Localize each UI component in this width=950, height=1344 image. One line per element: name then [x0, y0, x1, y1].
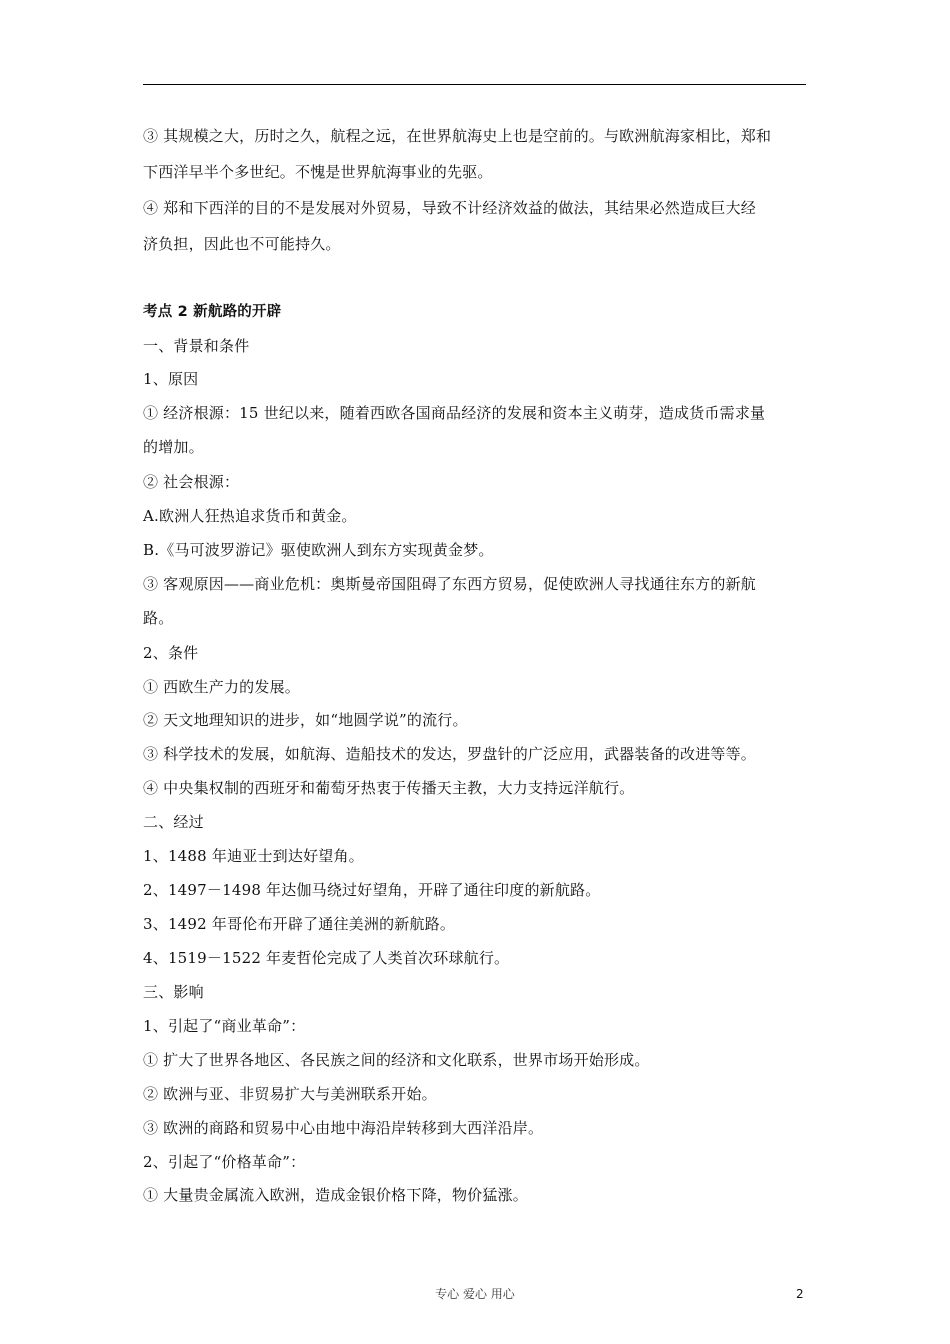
paragraph-line: ④ 中央集权制的西班牙和葡萄牙热衷于传播天主教，大力支持远洋航行。: [143, 779, 635, 797]
page-footer: 专心 爱心 用心: [435, 1287, 515, 1301]
paragraph-line: ① 经济根源：15 世纪以来，随着西欧各国商品经济的发展和资本主义萌芽，造成货币需求量: [143, 404, 766, 422]
paragraph-line: B.《马可波罗游记》驱使欧洲人到东方实现黄金梦。: [143, 541, 494, 559]
paragraph-line: 2、1497－1498 年达伽马绕过好望角，开辟了通往印度的新航路。: [143, 881, 601, 899]
paragraph-line: 济负担，因此也不可能持久。: [143, 235, 341, 253]
paragraph-line: 1、1488 年迪亚士到达好望角。: [143, 847, 364, 865]
subheading: 1、原因: [143, 370, 199, 388]
paragraph-line: ② 欧洲与亚、非贸易扩大与美洲联系开始。: [143, 1085, 437, 1103]
paragraph-line: ③ 客观原因——商业危机：奥斯曼帝国阻碍了东西方贸易，促使欧洲人寻找通往东方的新航: [143, 575, 756, 593]
page-number: 2: [796, 1287, 804, 1301]
paragraph-line: ③ 欧洲的商路和贸易中心由地中海沿岸转移到大西洋沿岸。: [143, 1119, 544, 1137]
paragraph-line: ④ 郑和下西洋的目的不是发展对外贸易，导致不计经济效益的做法，其结果必然造成巨大经: [143, 199, 756, 217]
paragraph-line: ② 天文地理知识的进步，如“地圆学说”的流行。: [143, 711, 468, 729]
section-heading: 考点 2 新航路的开辟: [143, 304, 282, 320]
subheading: 1、引起了“商业革命”：: [143, 1017, 306, 1035]
subheading: 2、条件: [143, 644, 199, 662]
paragraph-line: ③ 科学技术的发展，如航海、造船技术的发达，罗盘针的广泛应用，武器装备的改进等等。: [143, 745, 756, 763]
paragraph-line: ① 西欧生产力的发展。: [143, 678, 300, 696]
subheading: 一、背景和条件: [143, 337, 250, 355]
paragraph-line: 下西洋早半个多世纪。不愧是世界航海事业的先驱。: [143, 163, 493, 181]
paragraph-line: 路。: [143, 609, 174, 627]
paragraph-line: ① 大量贵金属流入欧洲，造成金银价格下降，物价猛涨。: [143, 1186, 528, 1204]
paragraph-line: A.欧洲人狂热追求货币和黄金。: [143, 507, 357, 525]
paragraph-line: ② 社会根源：: [143, 473, 240, 491]
paragraph-line: ① 扩大了世界各地区、各民族之间的经济和文化联系，世界市场开始形成。: [143, 1051, 650, 1069]
paragraph-line: 4、1519－1522 年麦哲伦完成了人类首次环球航行。: [143, 949, 510, 967]
header-rule: [143, 84, 806, 85]
subheading: 二、经过: [143, 813, 204, 831]
paragraph-line: ③ 其规模之大，历时之久，航程之远，在世界航海史上也是空前的。与欧洲航海家相比，郑和: [143, 127, 772, 145]
paragraph-line: 3、1492 年哥伦布开辟了通往美洲的新航路。: [143, 915, 456, 933]
subheading: 2、引起了“价格革命”：: [143, 1153, 306, 1171]
subheading: 三、影响: [143, 983, 204, 1001]
paragraph-line: 的增加。: [143, 438, 204, 456]
